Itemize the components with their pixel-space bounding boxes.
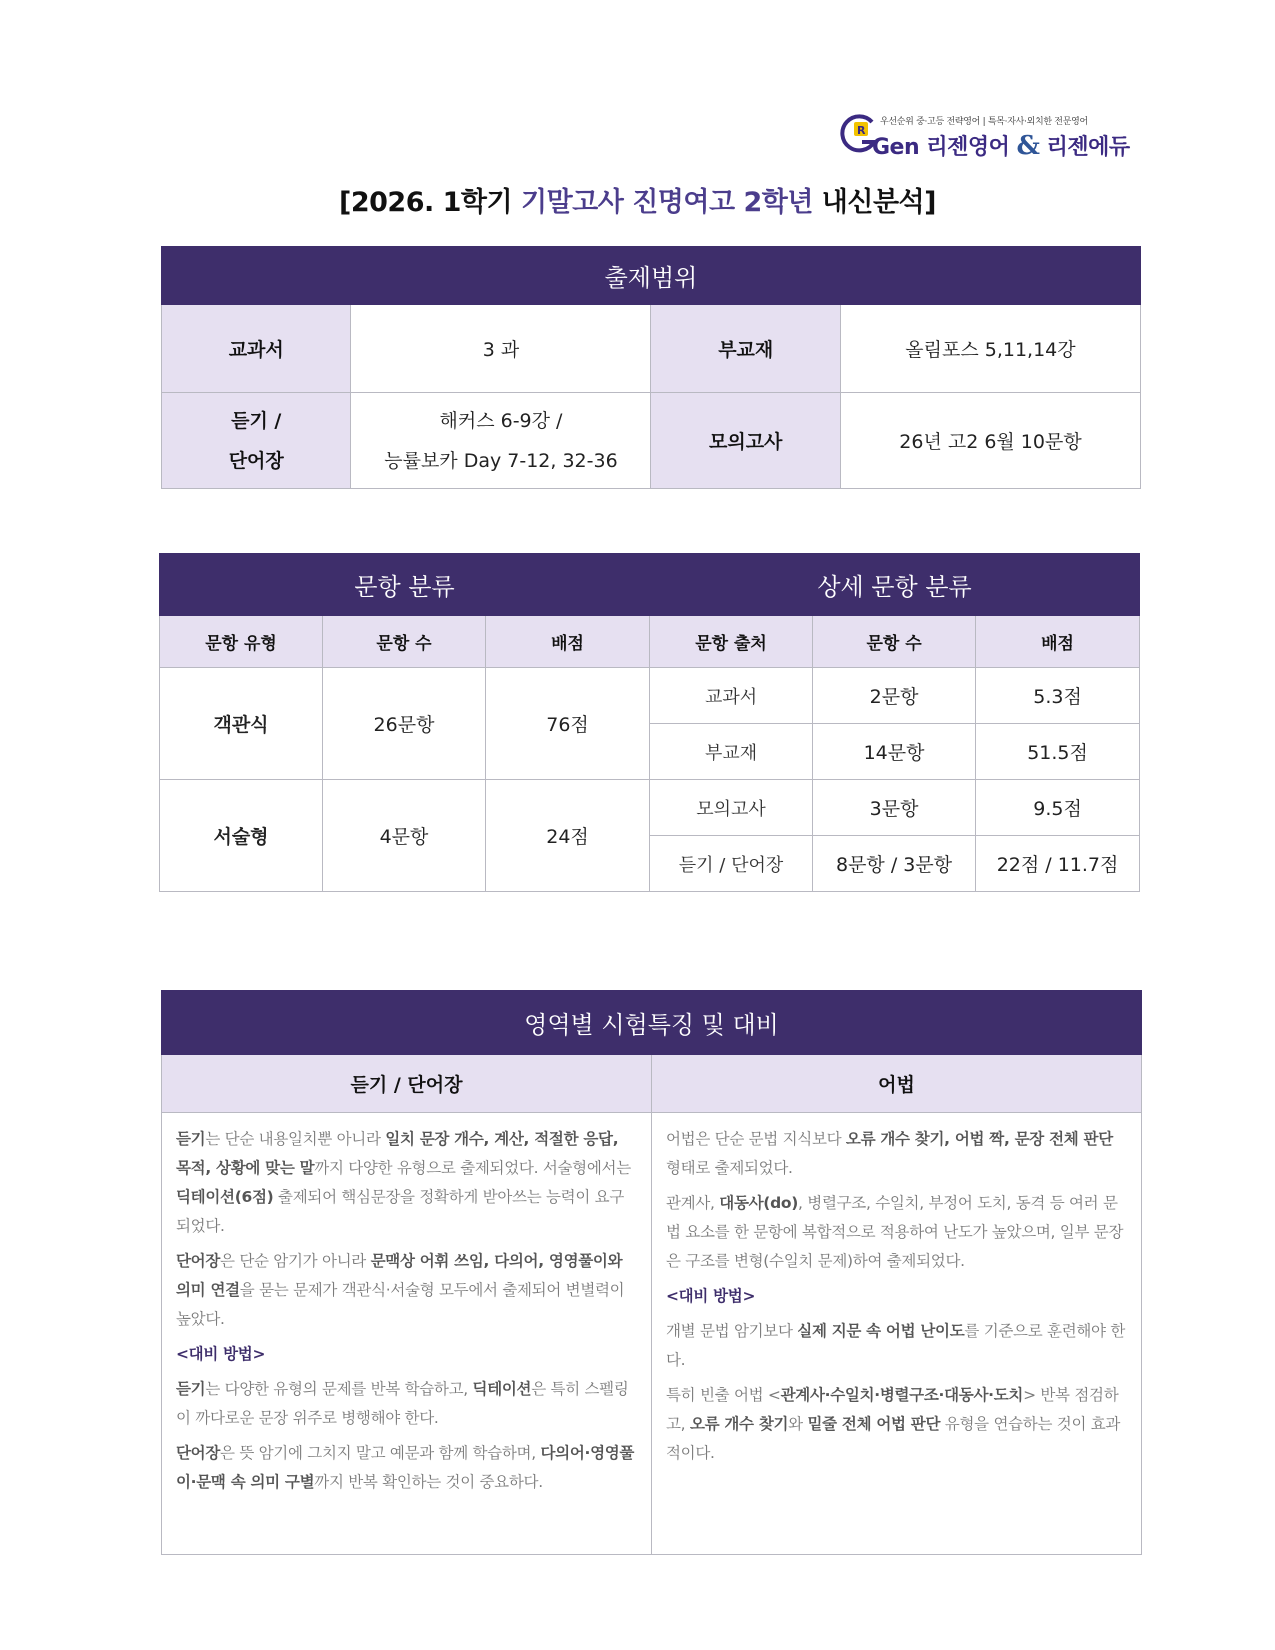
detail-count-textbook: 2문항 bbox=[813, 668, 976, 724]
col-count: 문항 수 bbox=[323, 616, 486, 668]
title-part-2: 기말고사 진명여고 2학년 bbox=[521, 187, 813, 218]
features-right-title: 어법 bbox=[652, 1055, 1142, 1113]
value-listening-vocab bbox=[351, 393, 651, 489]
features-left-body bbox=[162, 1113, 652, 1555]
type-descriptive: 서술형 bbox=[160, 780, 323, 892]
left-method-heading: <대비 방법> bbox=[176, 1345, 266, 1363]
emphasis-text: 단어장 bbox=[176, 1252, 221, 1270]
value-textbook: 3 과 bbox=[351, 305, 651, 393]
detail-score-mock-exam: 9.5점 bbox=[976, 780, 1140, 836]
emphasis-text: 다의어·영영풀이·문맥 속 의미 구별 bbox=[176, 1444, 635, 1491]
classification-header: 문항 분류 bbox=[160, 554, 650, 616]
label-listening-vocab bbox=[162, 393, 351, 489]
emphasis-text: 밑줄 전체 어법 판단 bbox=[807, 1415, 941, 1433]
logo-r-letter: R bbox=[857, 124, 866, 137]
emphasis-text: 문맥상 어휘 쓰임, 다의어, 영영풀이와 의미 연결 bbox=[176, 1252, 623, 1299]
col-type: 문항 유형 bbox=[160, 616, 323, 668]
label-listening: 듣기 / bbox=[231, 409, 282, 432]
emphasis-text: 실제 지문 속 어법 난이도 bbox=[797, 1322, 965, 1340]
emphasis-text: 듣기 bbox=[176, 1380, 206, 1398]
logo-tagline: 우선순위 중·고등 전략영어 | 특목·자사·외치한 전문영어 bbox=[880, 117, 1088, 127]
left-paragraph-1: 듣기는 단순 내용일치뿐 아니라 일치 문장 개수, 계산, 적절한 응답, 목적, 상황에 맞는 말까지 다양한 유형으로 출제되었다. 서술형에서는 딕테이션(6점) 출제되어 핵심문장을 정확하게 받아쓰는 능력이 요구되었다. bbox=[176, 1130, 631, 1235]
value-vocab: 능률보카 Day 7-12, 32-36 bbox=[384, 449, 618, 472]
source-listening-vocab: 듣기 / 단어장 bbox=[650, 836, 813, 892]
count-descriptive: 4문항 bbox=[323, 780, 486, 892]
left-paragraph-2: 단어장은 단순 암기가 아니라 문맥상 어휘 쓰임, 다의어, 영영풀이와 의미 연결을 묻는 문제가 객관식·서술형 모두에서 출제되어 변별력이 높았다. bbox=[176, 1252, 625, 1328]
detail-score-listening-vocab: 22점 / 11.7점 bbox=[976, 836, 1140, 892]
logo-brand-b: 리젠에듀 bbox=[1046, 135, 1130, 160]
left-paragraph-4: 단어장은 뜻 암기에 그치지 말고 예문과 함께 학습하며, 다의어·영영풀이·문맥 속 의미 구별까지 반복 확인하는 것이 중요하다. bbox=[176, 1444, 635, 1491]
col-score: 배점 bbox=[486, 616, 650, 668]
detail-count-mock-exam: 3문항 bbox=[813, 780, 976, 836]
page-title bbox=[0, 180, 1275, 219]
label-mock-exam: 모의고사 bbox=[651, 393, 840, 489]
emphasis-text: 오류 개수 찾기, 어법 짝, 문장 전체 판단 bbox=[845, 1130, 1113, 1148]
detail-score-supplement: 51.5점 bbox=[976, 724, 1140, 780]
detail-count-listening-vocab: 8문항 / 3문항 bbox=[813, 836, 976, 892]
emphasis-text: 딕테이션(6점) bbox=[176, 1188, 274, 1206]
source-mock-exam: 모의고사 bbox=[650, 780, 813, 836]
logo-brand-a: 리젠영어 bbox=[926, 135, 1010, 160]
col-source: 문항 출처 bbox=[650, 616, 813, 668]
title-part-1: [2026. 1학기 bbox=[339, 187, 521, 218]
score-descriptive: 24점 bbox=[486, 780, 650, 892]
logo-brand-text bbox=[872, 130, 1130, 161]
emphasis-text: 오류 개수 찾기 bbox=[689, 1415, 789, 1433]
label-vocab: 단어장 bbox=[228, 449, 284, 472]
emphasis-text: 듣기 bbox=[176, 1130, 206, 1148]
value-listening: 해커스 6-9강 / bbox=[439, 409, 563, 432]
detail-score-textbook: 5.3점 bbox=[976, 668, 1140, 724]
value-mock-exam: 26년 고2 6월 10문항 bbox=[840, 393, 1140, 489]
count-objective: 26문항 bbox=[323, 668, 486, 780]
logo-ampersand: & bbox=[1016, 131, 1040, 161]
label-textbook: 교과서 bbox=[162, 305, 351, 393]
title-part-3: 내신분석] bbox=[812, 187, 936, 218]
emphasis-text: 대동사(do) bbox=[719, 1194, 799, 1212]
scope-header: 출제범위 bbox=[162, 247, 1141, 305]
col-detail-score: 배점 bbox=[976, 616, 1140, 668]
features-table bbox=[161, 990, 1142, 1555]
source-textbook: 교과서 bbox=[650, 668, 813, 724]
emphasis-text: 딕테이션 bbox=[472, 1380, 532, 1398]
brand-logo bbox=[838, 112, 1130, 164]
features-left-title: 듣기 / 단어장 bbox=[162, 1055, 652, 1113]
right-method-heading: <대비 방법> bbox=[666, 1287, 756, 1305]
value-supplement: 올림포스 5,11,14강 bbox=[840, 305, 1140, 393]
right-paragraph-4: 특히 빈출 어법 <관계사·수일치·병렬구조·대동사·도치> 반복 점검하고, 오류 개수 찾기와 밑줄 전체 어법 판단 유형을 연습하는 것이 효과적이다. bbox=[666, 1386, 1121, 1462]
score-objective: 76점 bbox=[486, 668, 650, 780]
features-right-body bbox=[652, 1113, 1142, 1555]
type-objective: 객관식 bbox=[160, 668, 323, 780]
classification-table bbox=[159, 553, 1140, 892]
scope-table bbox=[161, 246, 1141, 489]
detail-classification-header: 상세 문항 분류 bbox=[650, 554, 1140, 616]
right-paragraph-2: 관계사, 대동사(do), 병렬구조, 수일치, 부정어 도치, 동격 등 여러 문법 요소를 한 문항에 복합적으로 적용하여 난도가 높았으며, 일부 문장은 구조를 변형(수일치 문제)하여 출제되었다. bbox=[666, 1194, 1124, 1270]
right-paragraph-3: 개별 문법 암기보다 실제 지문 속 어법 난이도를 기준으로 훈련해야 한다. bbox=[666, 1322, 1126, 1369]
right-paragraph-1: 어법은 단순 문법 지식보다 오류 개수 찾기, 어법 짝, 문장 전체 판단 형태로 출제되었다. bbox=[666, 1130, 1113, 1177]
emphasis-text: 관계사·수일치·병렬구조·대동사·도치 bbox=[780, 1386, 1024, 1404]
detail-count-supplement: 14문항 bbox=[813, 724, 976, 780]
emphasis-text: 일치 문장 개수, 계산, 적절한 응답, 목적, 상황에 맞는 말 bbox=[176, 1130, 619, 1177]
left-paragraph-3: 듣기는 다양한 유형의 문제를 반복 학습하고, 딕테이션은 특히 스펠링이 까다로운 문장 위주로 병행해야 한다. bbox=[176, 1380, 629, 1427]
features-header: 영역별 시험특징 및 대비 bbox=[162, 991, 1142, 1055]
logo-gen: Gen bbox=[872, 135, 920, 160]
col-detail-count: 문항 수 bbox=[813, 616, 976, 668]
label-supplement: 부교재 bbox=[651, 305, 840, 393]
source-supplement: 부교재 bbox=[650, 724, 813, 780]
emphasis-text: 단어장 bbox=[176, 1444, 221, 1462]
